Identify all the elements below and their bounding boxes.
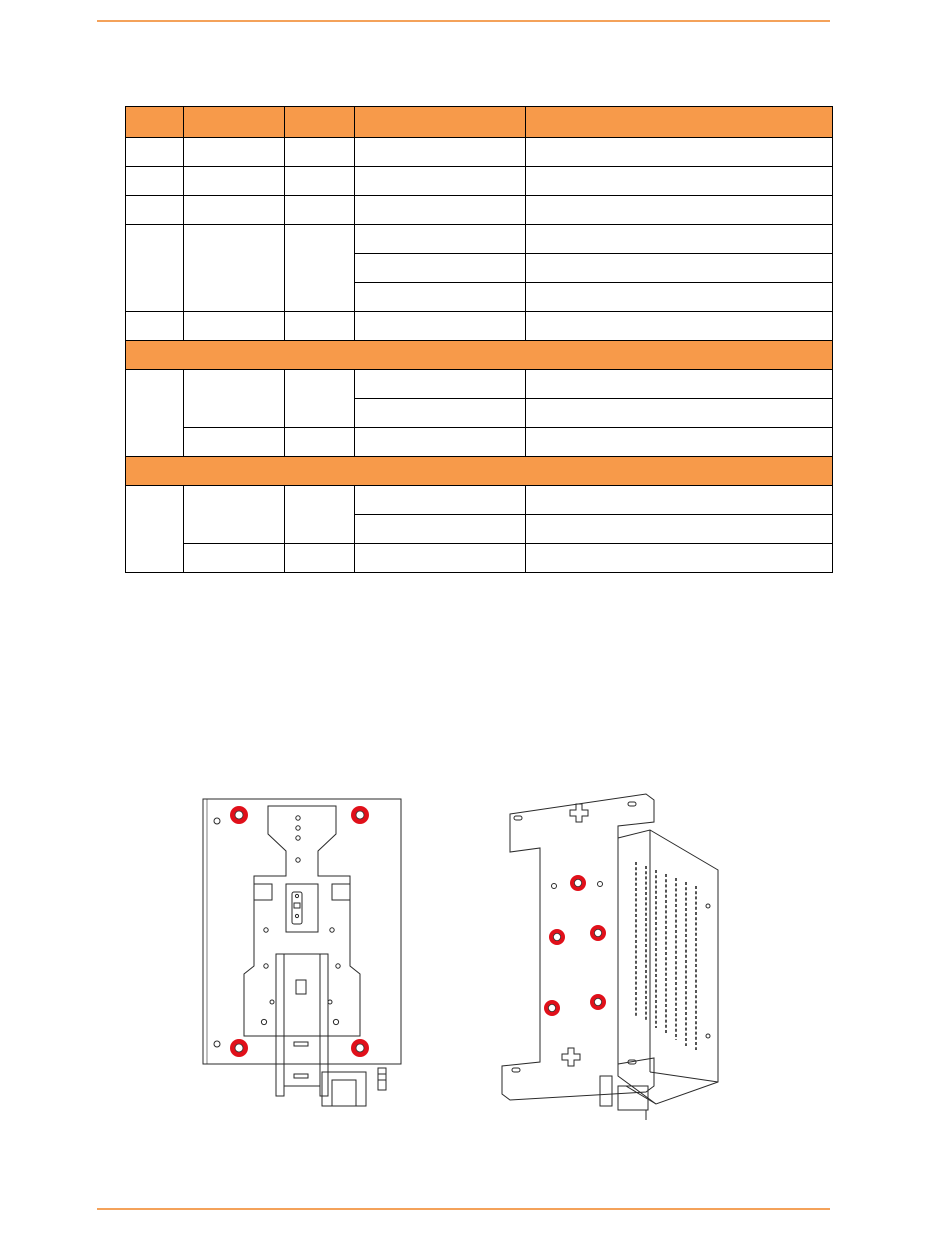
keyhole-slot (570, 804, 588, 822)
screw-marker (230, 1039, 248, 1057)
table-row (126, 138, 833, 167)
table-cell (285, 544, 355, 573)
table-section-cell (126, 341, 833, 370)
table-cell (285, 486, 355, 544)
screw-marker (549, 929, 565, 945)
table-cell (526, 196, 833, 225)
table-cell (526, 283, 833, 312)
table-cell (126, 225, 184, 312)
table-cell (355, 428, 526, 457)
table-cell (355, 399, 526, 428)
table-row (126, 370, 833, 399)
table-cell (126, 486, 184, 573)
table-section-row (126, 341, 833, 370)
table-cell (126, 312, 184, 341)
screw-marker (590, 994, 606, 1010)
table-row (126, 544, 833, 573)
table-cell (285, 196, 355, 225)
terminal-connector (322, 1072, 366, 1106)
table-row (126, 196, 833, 225)
table-row (126, 486, 833, 515)
ground-screw (378, 1068, 386, 1090)
table-cell (184, 138, 285, 167)
table-cell (526, 544, 833, 573)
footer-rule (97, 1208, 830, 1210)
table-cell (285, 138, 355, 167)
screw-marker (570, 875, 586, 891)
table-cell (285, 167, 355, 196)
table-cell (355, 138, 526, 167)
table-cell (184, 167, 285, 196)
screw-marker (230, 806, 248, 824)
table-cell (526, 399, 833, 428)
table-cell (184, 544, 285, 573)
table-cell (526, 312, 833, 341)
vent-slots (636, 862, 696, 1050)
table-header-cell (526, 107, 833, 138)
din-rail-mount-figure (200, 796, 405, 1116)
table-cell (126, 196, 184, 225)
table-cell (526, 138, 833, 167)
table-section-cell (126, 457, 833, 486)
table-cell (184, 428, 285, 457)
screw-marker (351, 1039, 369, 1057)
screw-marker (351, 806, 369, 824)
table-cell (355, 225, 526, 254)
table-cell (285, 428, 355, 457)
table-cell (126, 370, 184, 457)
screw-markers (544, 875, 606, 1016)
table-cell (184, 312, 285, 341)
table-cell (184, 225, 285, 312)
table-cell (526, 167, 833, 196)
table-cell (355, 254, 526, 283)
table-section-row (126, 457, 833, 486)
table-cell (355, 283, 526, 312)
screw-marker (544, 1000, 560, 1016)
table-header-row (126, 107, 833, 138)
device-housing (618, 830, 718, 1104)
table-cell (355, 312, 526, 341)
table-cell (526, 486, 833, 515)
table-cell (285, 225, 355, 312)
table-cell (526, 225, 833, 254)
table-cell (355, 544, 526, 573)
keyhole-slot (562, 1048, 580, 1066)
table-header-cell (126, 107, 184, 138)
table-cell (526, 254, 833, 283)
table-header-cell (184, 107, 285, 138)
table-cell (184, 370, 285, 428)
table-cell (184, 196, 285, 225)
table-row (126, 225, 833, 254)
table-cell (355, 515, 526, 544)
table-cell (526, 428, 833, 457)
table-cell (355, 370, 526, 399)
table-cell (355, 486, 526, 515)
table-cell (126, 167, 184, 196)
table-row (126, 167, 833, 196)
table-cell (184, 486, 285, 544)
table-cell (285, 312, 355, 341)
table-cell (526, 515, 833, 544)
table-header-cell (285, 107, 355, 138)
table-row (126, 312, 833, 341)
table-header-cell (355, 107, 526, 138)
table-cell (526, 370, 833, 399)
header-rule (97, 20, 830, 22)
wall-mount-figure (496, 786, 728, 1122)
table-cell (285, 370, 355, 428)
table-cell (355, 167, 526, 196)
table-cell (355, 196, 526, 225)
screw-marker (590, 925, 606, 941)
table-cell (126, 138, 184, 167)
table-row (126, 428, 833, 457)
spec-table (125, 106, 833, 573)
